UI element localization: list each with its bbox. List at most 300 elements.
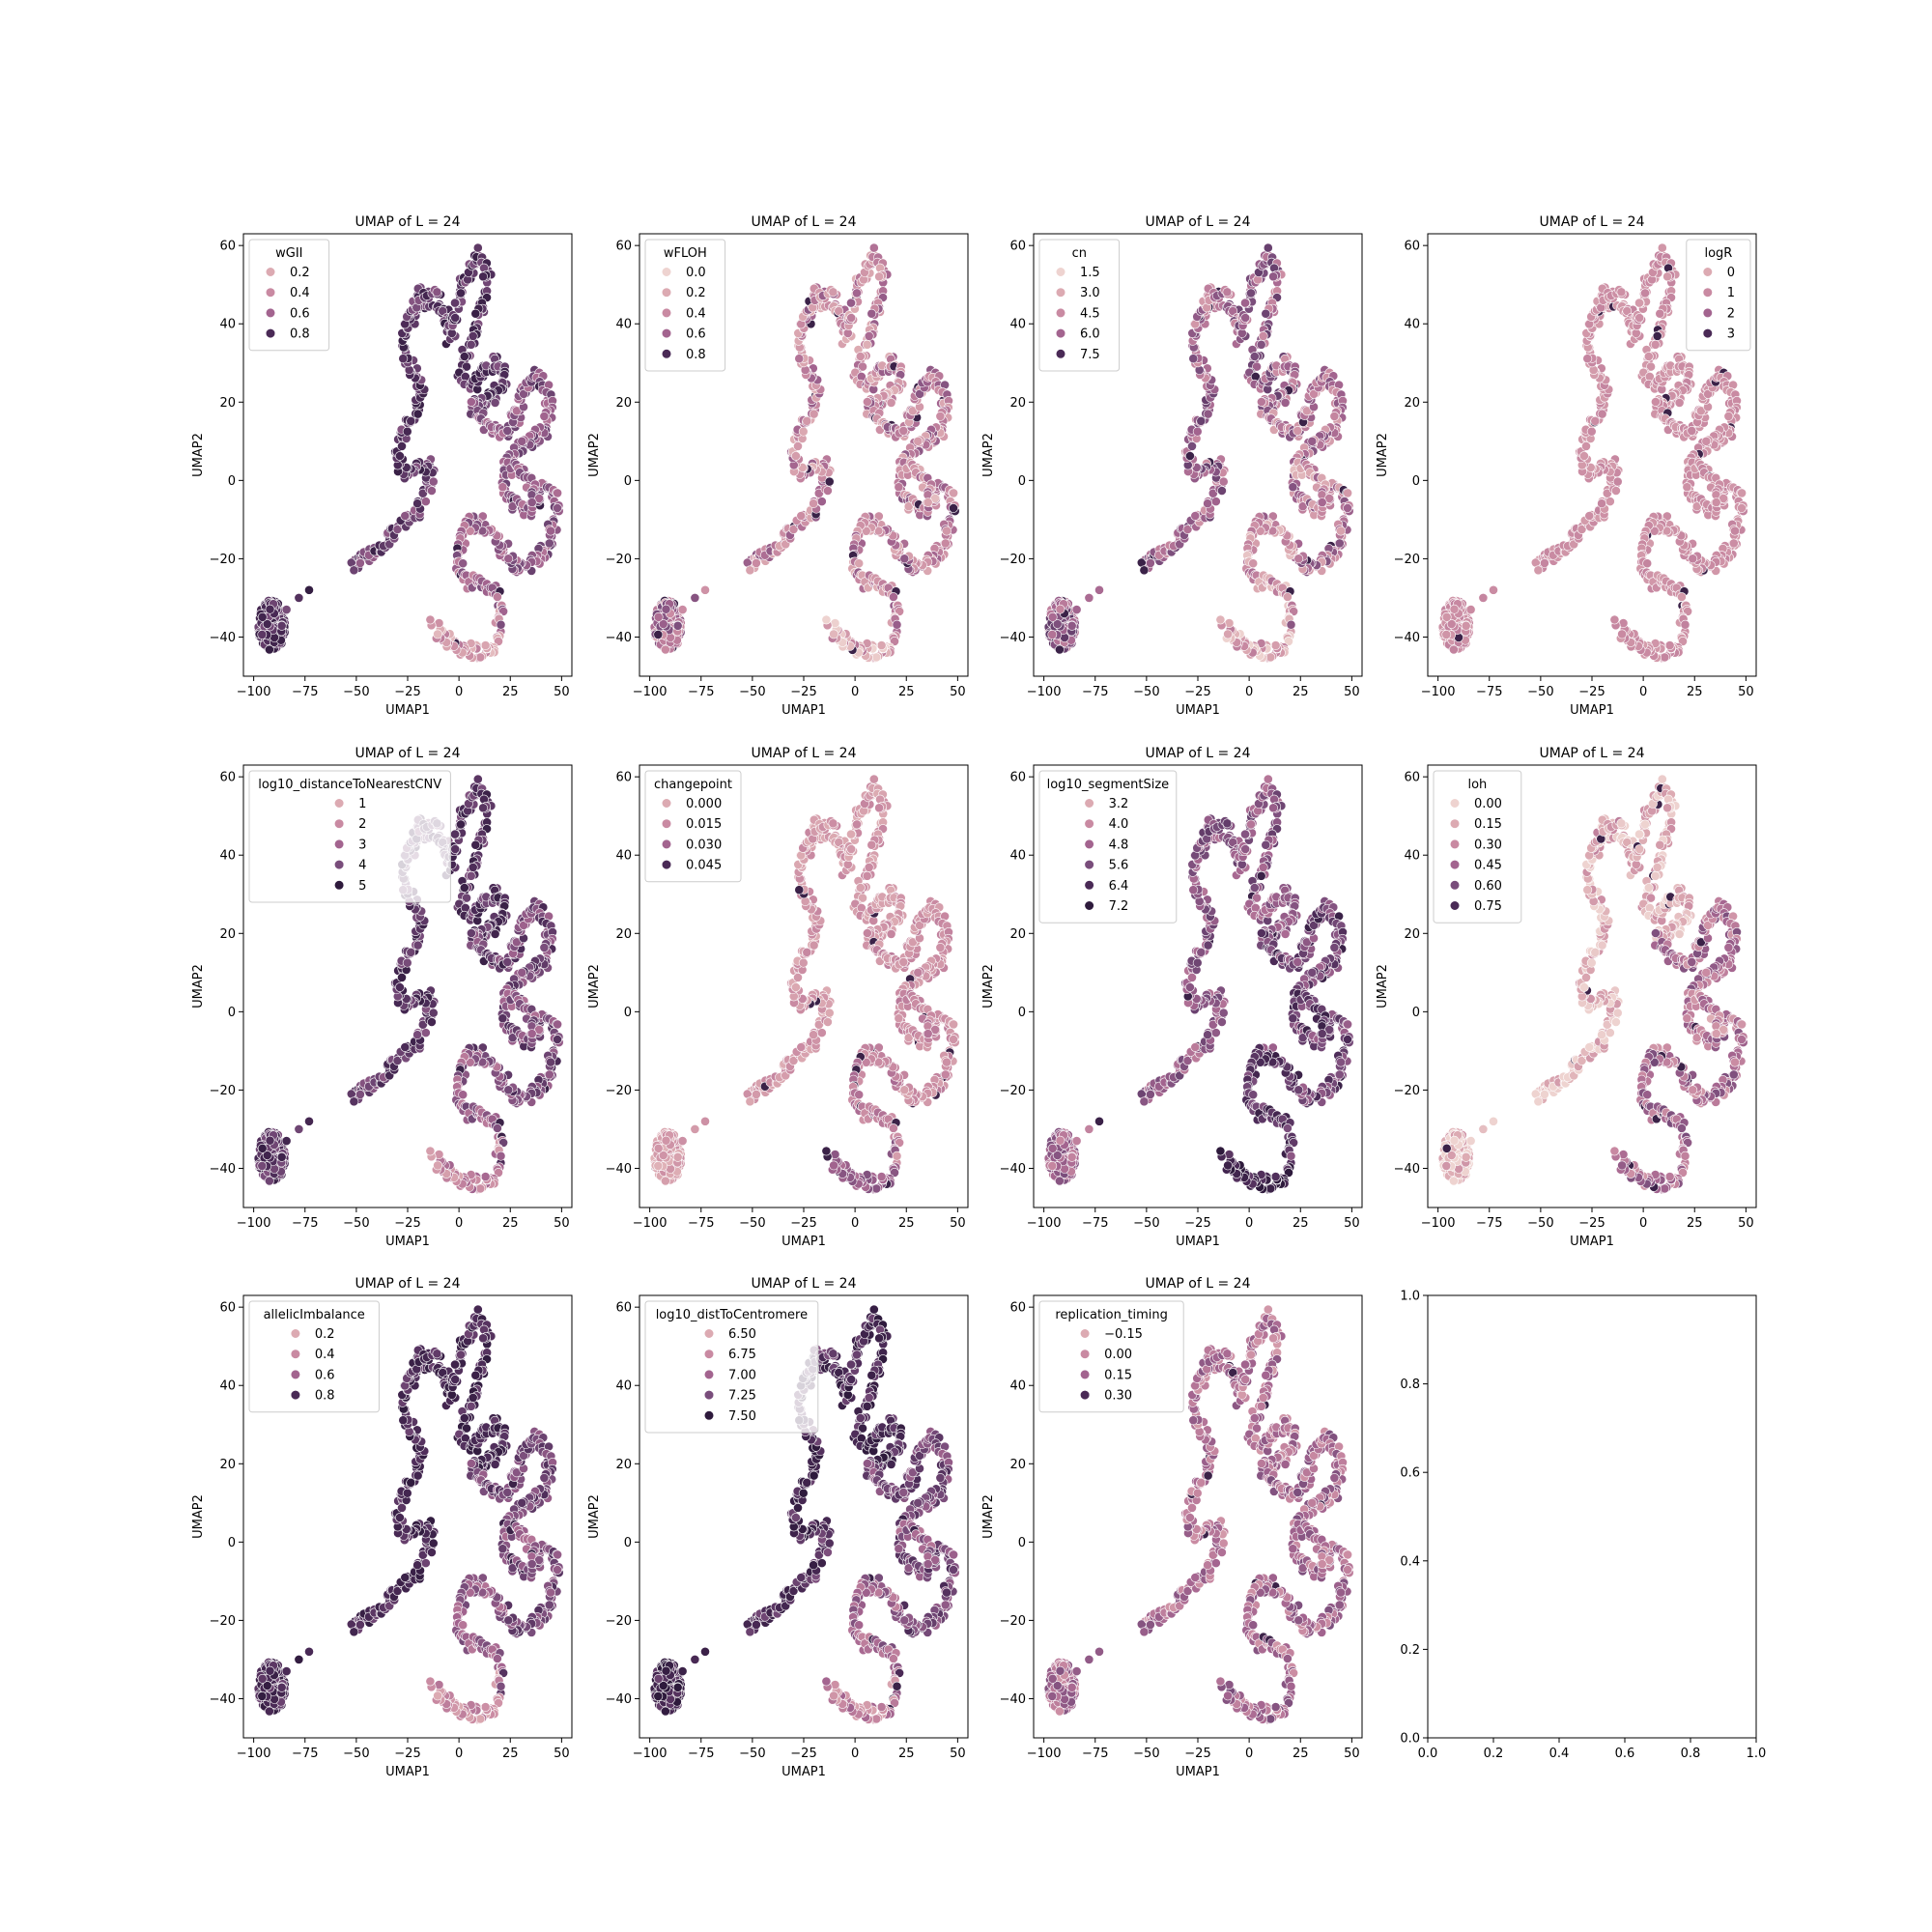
data-point	[1598, 499, 1606, 508]
data-point	[503, 426, 512, 435]
legend-label: 1.5	[1080, 266, 1100, 280]
legend-marker	[1056, 268, 1065, 277]
data-point	[817, 497, 826, 506]
legend-label: 6.0	[1080, 327, 1100, 342]
data-point	[1534, 566, 1543, 575]
data-point	[258, 630, 267, 639]
data-point	[899, 426, 908, 435]
data-point	[266, 605, 274, 613]
y-tick-label: −20	[1393, 552, 1420, 567]
legend-label: 0.4	[686, 306, 706, 322]
data-point	[467, 397, 475, 406]
data-point	[1644, 352, 1653, 360]
data-point	[1724, 412, 1733, 420]
data-point	[395, 451, 404, 460]
y-tick-label: 60	[615, 239, 632, 254]
data-point	[1663, 272, 1672, 281]
legend-title: logR	[1704, 246, 1733, 261]
data-point	[691, 593, 699, 602]
y-tick-label: 0	[1017, 473, 1026, 489]
data-point	[1249, 559, 1258, 568]
data-point	[678, 606, 687, 614]
x-tick-label: 25	[1292, 685, 1309, 699]
data-point	[1617, 288, 1626, 297]
data-point	[295, 1124, 303, 1133]
legend-marker	[1703, 328, 1713, 338]
data-point	[450, 830, 459, 838]
y-axis-label: UMAP2	[1376, 433, 1390, 477]
data-point	[1643, 559, 1652, 568]
data-point	[1651, 397, 1660, 406]
data-point	[1250, 352, 1259, 360]
data-point	[746, 566, 754, 575]
data-point	[1598, 410, 1606, 418]
data-point	[433, 288, 441, 297]
data-point	[887, 398, 895, 407]
data-point	[1442, 630, 1451, 639]
data-point	[450, 298, 459, 307]
y-tick-label: 20	[1404, 395, 1420, 411]
data-point	[266, 1136, 274, 1145]
data-point	[1293, 426, 1302, 435]
data-point	[1281, 398, 1290, 407]
data-point	[941, 539, 950, 548]
data-point	[469, 331, 477, 340]
data-point	[429, 1009, 438, 1017]
data-point	[413, 1031, 422, 1039]
data-point	[265, 645, 273, 654]
data-point	[823, 486, 832, 495]
data-point	[413, 941, 422, 950]
data-point	[1335, 539, 1344, 548]
legend-marker	[1703, 268, 1713, 277]
data-point	[554, 489, 562, 497]
legend-label: 0.2	[686, 286, 706, 301]
data-point	[872, 653, 881, 662]
data-point	[1259, 331, 1267, 340]
data-point	[869, 243, 878, 252]
data-point	[1738, 489, 1747, 497]
legend-marker	[1056, 328, 1065, 338]
data-point	[1665, 641, 1674, 650]
x-tick-label: −25	[790, 685, 817, 699]
legend	[1687, 240, 1750, 351]
data-point	[467, 340, 475, 349]
data-point	[1689, 554, 1697, 563]
subplot-4	[1376, 214, 1756, 718]
data-point	[673, 621, 682, 630]
x-tick-label: 0	[1244, 685, 1254, 699]
data-point	[1729, 539, 1738, 548]
data-point	[1640, 289, 1649, 298]
y-tick-label: 40	[615, 317, 632, 332]
legend-marker	[662, 268, 671, 277]
data-point	[856, 352, 865, 360]
y-tick-label: 60	[1009, 239, 1026, 254]
data-point	[491, 398, 499, 407]
data-point	[304, 585, 313, 594]
x-tick-label: 0	[850, 685, 860, 699]
legend	[645, 240, 725, 371]
data-point	[1656, 309, 1664, 318]
legend-marker	[1056, 308, 1065, 318]
data-point	[1266, 653, 1275, 662]
legend-label: 0.6	[686, 327, 706, 342]
y-tick-label: 0	[1411, 473, 1420, 489]
data-point	[1330, 412, 1339, 420]
data-point	[421, 497, 430, 506]
data-point	[829, 288, 838, 297]
y-tick-label: 40	[1404, 317, 1420, 332]
x-tick-label: −75	[688, 685, 715, 699]
data-point	[875, 272, 884, 281]
data-point	[1610, 615, 1619, 624]
data-point	[1072, 606, 1081, 614]
y-tick-label: 60	[1404, 239, 1420, 254]
data-point	[923, 498, 932, 507]
y-tick-label: 60	[219, 239, 236, 254]
legend-label: 2	[1726, 306, 1736, 322]
legend-marker	[662, 288, 671, 298]
legend-marker	[1056, 288, 1065, 298]
x-tick-label: −50	[1133, 685, 1160, 699]
data-point	[914, 437, 923, 445]
data-point	[1146, 558, 1154, 567]
data-point	[277, 1152, 286, 1161]
legend-label: 1	[1726, 286, 1736, 301]
data-point	[498, 483, 507, 492]
subplot-1	[191, 214, 572, 718]
data-point	[413, 499, 422, 508]
data-point	[1344, 489, 1352, 497]
legend-label: 7.5	[1080, 347, 1100, 362]
x-tick-label: −25	[1184, 685, 1211, 699]
data-point	[1702, 437, 1711, 445]
data-point	[1479, 593, 1488, 602]
data-point	[846, 298, 855, 307]
data-point	[1257, 340, 1265, 349]
legend-marker	[1703, 308, 1713, 318]
data-point	[451, 313, 460, 322]
data-point	[295, 593, 303, 602]
data-point	[797, 511, 806, 520]
data-point	[1442, 612, 1451, 621]
data-point	[355, 1090, 364, 1098]
data-point	[1204, 499, 1212, 508]
data-point	[1241, 313, 1250, 322]
x-tick-label: −75	[1476, 685, 1503, 699]
x-tick-label: 50	[554, 685, 570, 699]
y-tick-label: 0	[623, 473, 632, 489]
data-point	[479, 804, 488, 812]
x-tick-label: 25	[897, 685, 915, 699]
x-tick-label: −25	[1578, 685, 1605, 699]
x-tick-label: 0	[454, 685, 464, 699]
x-tick-label: −100	[1026, 685, 1062, 699]
data-point	[1489, 585, 1497, 594]
legend-label: 0	[1726, 266, 1736, 280]
data-point	[1219, 477, 1228, 486]
data-point	[825, 477, 834, 486]
data-point	[791, 451, 800, 460]
legend-title: wGII	[275, 246, 303, 261]
data-point	[654, 612, 663, 621]
data-point	[830, 630, 838, 639]
data-point	[1289, 483, 1297, 492]
x-tick-label: −100	[632, 685, 668, 699]
y-tick-label: −40	[605, 630, 632, 645]
legend-marker	[1056, 350, 1065, 359]
y-axis-label: UMAP2	[981, 433, 996, 477]
data-point	[481, 641, 490, 650]
data-point	[855, 559, 864, 568]
data-point	[1140, 566, 1149, 575]
data-point	[1605, 497, 1614, 506]
data-point	[1264, 243, 1272, 252]
data-point	[1634, 298, 1643, 307]
data-point	[1246, 289, 1255, 298]
y-tick-label: 0	[227, 473, 236, 489]
data-point	[355, 558, 364, 567]
data-point	[1283, 592, 1292, 601]
y-axis-label: UMAP2	[587, 433, 602, 477]
data-point	[518, 437, 526, 445]
data-point	[471, 309, 480, 318]
data-point	[1449, 645, 1458, 654]
data-point	[1462, 621, 1470, 630]
data-point	[479, 272, 488, 281]
data-point	[282, 606, 291, 614]
data-point	[852, 289, 861, 298]
data-point	[429, 477, 438, 486]
x-axis-label: UMAP1	[1176, 703, 1220, 718]
legend-label: 0.8	[686, 347, 706, 362]
data-point	[1262, 309, 1270, 318]
data-point	[401, 511, 410, 520]
x-tick-label: −100	[236, 685, 271, 699]
data-point	[473, 775, 482, 783]
data-point	[863, 340, 871, 349]
data-point	[282, 1137, 291, 1146]
data-point	[1661, 653, 1669, 662]
x-tick-label: 50	[1738, 685, 1754, 699]
data-point	[1737, 503, 1746, 512]
legend-label: 0.8	[290, 327, 310, 342]
data-point	[822, 615, 831, 624]
data-point	[1466, 606, 1475, 614]
legend-marker	[662, 308, 671, 318]
data-point	[949, 503, 957, 512]
x-axis-label: UMAP1	[385, 703, 430, 718]
data-point	[258, 1161, 267, 1170]
data-point	[936, 412, 945, 420]
y-tick-label: −20	[209, 552, 236, 567]
data-point	[799, 427, 808, 436]
data-point	[1240, 298, 1249, 307]
data-point	[1585, 511, 1594, 520]
data-point	[1085, 593, 1094, 602]
y-tick-label: −40	[999, 630, 1026, 645]
legend	[1039, 240, 1120, 371]
data-point	[1730, 526, 1739, 535]
x-tick-label: −50	[739, 685, 766, 699]
y-axis-label: UMAP2	[191, 433, 206, 477]
data-point	[473, 243, 482, 252]
subplot-5	[191, 746, 572, 1249]
data-point	[1688, 426, 1696, 435]
x-tick-label: 25	[1686, 685, 1703, 699]
data-point	[1651, 340, 1660, 349]
data-point	[795, 355, 804, 363]
y-tick-label: 20	[615, 395, 632, 411]
data-point	[1712, 498, 1720, 507]
data-point	[350, 1097, 358, 1106]
legend-label: 0.2	[290, 266, 310, 280]
data-point	[399, 355, 408, 363]
data-point	[277, 621, 286, 630]
data-point	[497, 620, 505, 629]
data-point	[1308, 437, 1317, 445]
x-tick-label: 50	[950, 685, 966, 699]
data-point	[1618, 630, 1627, 639]
data-point	[459, 559, 468, 568]
data-point	[413, 410, 422, 418]
data-point	[1048, 612, 1057, 621]
data-point	[1191, 511, 1200, 520]
data-point	[540, 412, 549, 420]
data-point	[427, 1017, 436, 1026]
data-point	[1287, 620, 1295, 629]
y-tick-label: −20	[605, 552, 632, 567]
data-point	[421, 1029, 430, 1037]
data-point	[1294, 554, 1303, 563]
x-tick-label: −50	[1527, 685, 1554, 699]
data-point	[1269, 272, 1278, 281]
data-point	[426, 615, 435, 624]
legend-marker	[266, 328, 275, 338]
data-point	[546, 526, 554, 535]
data-point	[1681, 620, 1690, 629]
data-point	[401, 1042, 410, 1051]
data-point	[403, 958, 412, 967]
data-point	[427, 486, 436, 495]
data-point	[1271, 641, 1280, 650]
y-tick-label: 20	[219, 395, 236, 411]
data-point	[403, 427, 412, 436]
legend-marker	[266, 308, 275, 318]
data-point	[895, 483, 903, 492]
data-point	[700, 585, 709, 594]
legend-label: 0.4	[290, 286, 310, 301]
data-point	[1653, 331, 1662, 340]
x-tick-label: −75	[292, 685, 319, 699]
data-point	[258, 612, 267, 621]
data-point	[810, 499, 818, 508]
data-point	[1185, 451, 1194, 460]
data-point	[893, 620, 901, 629]
data-point	[867, 309, 876, 318]
data-point	[1223, 288, 1232, 297]
data-point	[847, 313, 856, 322]
data-point	[493, 592, 501, 601]
subplot-2	[587, 214, 968, 718]
data-point	[1613, 477, 1622, 486]
subplot-3	[981, 214, 1362, 718]
legend-label: 3.0	[1080, 286, 1100, 301]
data-point	[1450, 605, 1459, 613]
y-tick-label: 20	[1009, 395, 1026, 411]
x-tick-label: −50	[343, 685, 370, 699]
data-point	[1193, 427, 1202, 436]
data-point	[1094, 585, 1103, 594]
data-point	[460, 352, 469, 360]
data-point	[395, 982, 404, 991]
data-point	[950, 489, 958, 497]
data-point	[1318, 498, 1326, 507]
data-point	[661, 645, 669, 654]
data-point	[1067, 621, 1076, 630]
data-point	[1224, 630, 1233, 639]
data-point	[456, 820, 465, 829]
data-point	[662, 605, 670, 613]
legend-marker	[266, 268, 275, 277]
x-tick-label: −100	[1420, 685, 1456, 699]
data-point	[476, 653, 485, 662]
data-point	[889, 592, 897, 601]
data-point	[1056, 605, 1065, 613]
x-tick-label: −25	[394, 685, 421, 699]
legend-label: 4.5	[1080, 306, 1100, 322]
data-point	[545, 539, 554, 548]
legend-label: 0.6	[290, 306, 310, 322]
data-point	[810, 410, 818, 418]
data-point	[1336, 526, 1345, 535]
legend-marker	[662, 328, 671, 338]
data-point	[1579, 451, 1588, 460]
data-point	[900, 554, 909, 563]
data-point	[1257, 397, 1265, 406]
data-point	[1540, 558, 1548, 567]
legend-marker	[662, 350, 671, 359]
data-point	[877, 641, 886, 650]
data-point	[1658, 243, 1666, 252]
data-point	[942, 526, 951, 535]
x-tick-label: −75	[1082, 685, 1109, 699]
y-tick-label: 40	[219, 317, 236, 332]
data-point	[451, 844, 460, 853]
y-tick-label: −40	[1393, 630, 1420, 645]
data-point	[1683, 483, 1691, 492]
legend-label: 0.0	[686, 266, 706, 280]
data-point	[1211, 497, 1220, 506]
legend-title: wFLOH	[663, 246, 707, 261]
chart-title: UMAP of L = 24	[1539, 214, 1645, 230]
legend-marker	[266, 288, 275, 298]
x-axis-label: UMAP1	[781, 703, 826, 718]
chart-title: UMAP of L = 24	[355, 214, 461, 230]
data-point	[1217, 486, 1226, 495]
data-point	[865, 331, 873, 340]
x-tick-label: 50	[1344, 685, 1360, 699]
data-point	[527, 498, 536, 507]
data-point	[1677, 592, 1686, 601]
data-point	[265, 1177, 273, 1185]
data-point	[1189, 355, 1198, 363]
x-tick-label: 25	[501, 685, 519, 699]
data-point	[456, 289, 465, 298]
data-point	[258, 1144, 267, 1152]
y-tick-label: −40	[209, 630, 236, 645]
